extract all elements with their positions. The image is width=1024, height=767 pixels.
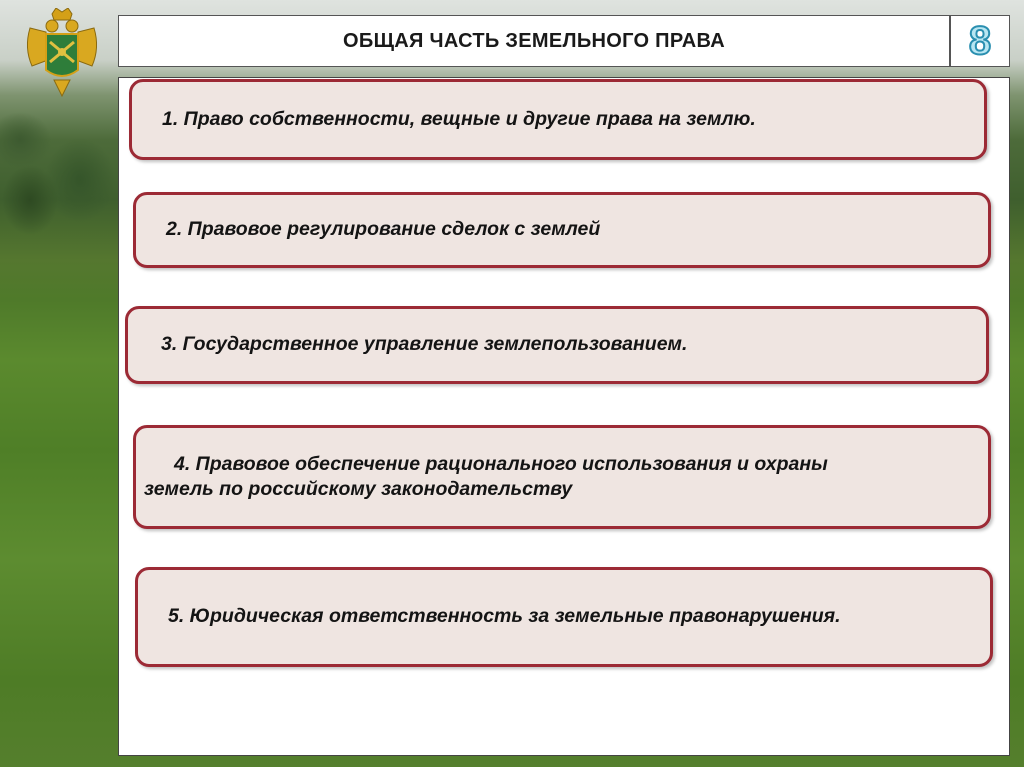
topic-label-4-line1: 4. Правовое обеспечение рационального использования и охраны	[174, 452, 828, 475]
topic-box-4[interactable]	[133, 425, 991, 529]
page-number-badge	[950, 15, 1010, 67]
topic-label-4	[144, 452, 828, 503]
topic-box-3[interactable]	[125, 306, 989, 384]
coat-of-arms-icon	[22, 8, 102, 100]
slide-title: ОБЩАЯ ЧАСТЬ ЗЕМЕЛЬНОГО ПРАВА	[343, 29, 725, 52]
topic-box-2[interactable]	[133, 192, 991, 268]
topic-label-4-line2: земель по российскому законодательству	[144, 478, 573, 500]
topic-label-5: 5. Юридическая ответственность за земельные правонарушения.	[168, 605, 841, 628]
page-number: 8	[968, 19, 992, 63]
slide-header	[118, 15, 950, 67]
topic-label-2: 2. Правовое регулирование сделок с землей	[166, 218, 601, 241]
topic-box-5[interactable]	[135, 567, 993, 667]
topic-label-3: 3. Государственное управление землепользованием.	[161, 333, 688, 356]
topic-box-1[interactable]	[129, 79, 987, 160]
background-trees	[0, 80, 120, 280]
topic-label-1: 1. Право собственности, вещные и другие права на землю.	[162, 107, 756, 130]
